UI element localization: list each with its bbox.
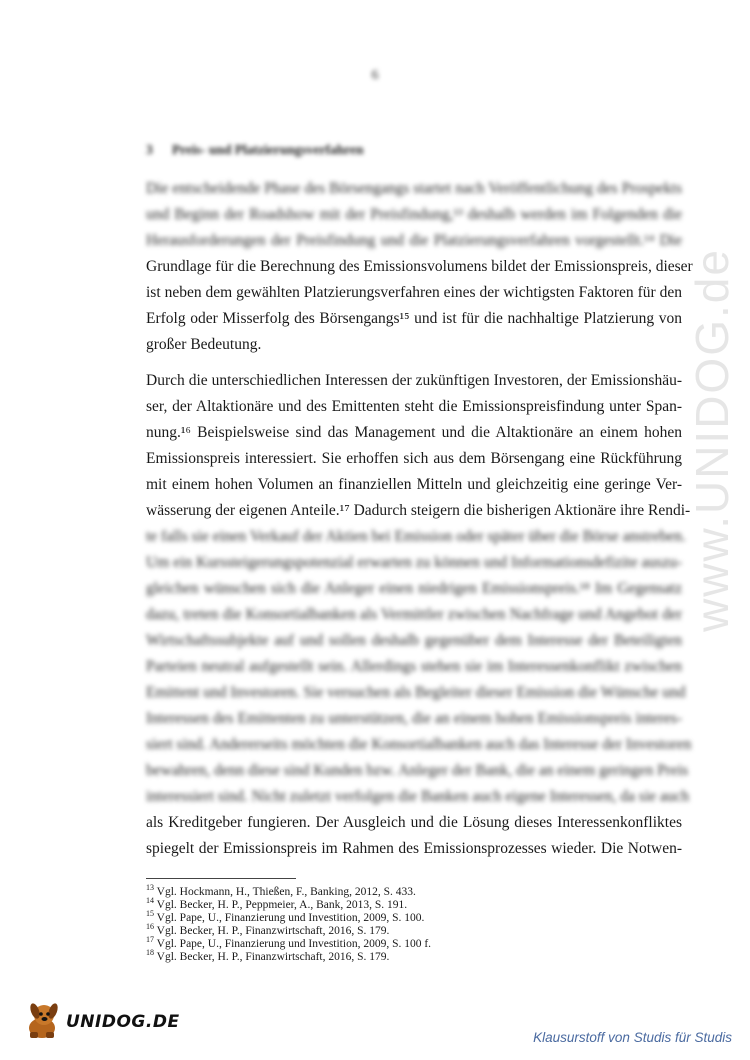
tagline: Klausurstoff von Studis für Studis (533, 1030, 732, 1045)
footnote: $^{16}$ Vgl. Becker, H. P., Finanzwirtschaft, 2016, S. 179. (146, 922, 390, 937)
footnote: $^{18}$ Vgl. Becker, H. P., Finanzwirtschaft, 2016, S. 179. (146, 948, 390, 963)
unidog-logo[interactable] (22, 996, 180, 1046)
paragraph-line: mit einem hohen Volumen an finanziellen Mitteln und gleichzeitig eine geringe Ver- (146, 476, 682, 493)
section-title: Preis- und Platzierungsverfahren (172, 142, 364, 157)
paragraph-line: Grundlage für die Berechnung des Emissionsvolumens bildet der Emissionspreis, dieser (146, 258, 693, 275)
watermark-text: www.UNIDOG.de (686, 248, 738, 632)
section-number: 3 (146, 142, 153, 157)
footnote: $^{15}$ Vgl. Pape, U., Finanzierung und Investition, 2009, S. 100. (146, 909, 425, 924)
paragraph-line: te falls sie einen Verkauf der Aktien bei Emission oder später über die Börse anstreben. (146, 528, 686, 545)
paragraph-line: großer Bedeutung. (146, 336, 262, 353)
paragraph-line: bewahren, denn diese sind Kunden bzw. Anleger der Bank, die an einem geringen Preis (146, 762, 689, 779)
paragraph-line: Emittent und Investoren. Sie versuchen als Begleiter dieser Emission die Wünsche und (146, 684, 686, 701)
paragraph-line: wässerung der eigenen Anteile.¹⁷ Dadurch steigern die bisherigen Aktionäre ihre Rendi- (146, 502, 691, 519)
paragraph-line: Herausforderungen der Preisfindung und die Platzierungsverfahren vorgestellt.¹⁴ Die (146, 232, 682, 249)
paragraph-line: Wirtschaftssubjekte auf und sollen deshalb gegenüber dem Interesse der Beteiligten (146, 632, 682, 649)
paragraph-line: als Kreditgeber fungieren. Der Ausgleich und die Lösung dieses Interessenkonfliktes (146, 814, 682, 831)
paragraph-line: Erfolg oder Misserfolg des Börsengangs¹⁵ und ist für die nachhaltige Platzierung von (146, 310, 682, 327)
paragraph-line: und Beginn der Roadshow mit der Preisfindung,¹³ deshalb werden im Folgenden die (146, 206, 682, 223)
paragraph-line: siert sind. Andererseits möchten die Konsortialbanken auch das Interesse der Investoren (146, 736, 692, 753)
paragraph-line: gleichen wünschen sich die Anleger einen niedrigen Emissionspreis.¹⁸ Im Gegensatz (146, 580, 682, 597)
paragraph-line: nung.¹⁶ Beispielsweise sind das Management und die Altaktionäre an einem hohen (146, 424, 682, 441)
paragraph-line: interessiert sind. Nicht zuletzt verfolgen die Banken auch eigene Interessen, da sie auch (146, 788, 690, 805)
paragraph-line: Interessen des Emittenten zu unterstützen, die an einem hohen Emissionspreis interes- (146, 710, 682, 727)
paragraph-line: Um ein Kurssteigerungspotenzial erwarten zu können und Informationsdefizite auszu- (146, 554, 682, 571)
paragraph-line: Parteien neutral aufgestellt sein. Allerdings stehen sie im Interessenkonflikt zwischen (146, 658, 682, 675)
footnote: $^{17}$ Vgl. Pape, U., Finanzierung und Investition, 2009, S. 100 f. (146, 935, 432, 950)
paragraph-line: ser, der Altaktionäre und des Emittenten steht die Emissionspreisfindung unter Span- (146, 398, 682, 415)
paragraph-line: spiegelt der Emissionspreis im Rahmen des Emissionsprozesses wieder. Die Notwen- (146, 840, 682, 857)
paragraph-line: Emissionspreis interessiert. Sie erhoffen sich aus dem Börsengang eine Rückführung (146, 450, 682, 467)
paragraph-line: Die entscheidende Phase des Börsengangs startet nach Veröffentlichung des Prospekts (146, 180, 682, 197)
page-number: 6 (371, 68, 379, 83)
paragraph-line: Durch die unterschiedlichen Interessen der zukünftigen Investoren, der Emissionshäu- (146, 372, 682, 389)
footnote: $^{13}$ Vgl. Hockmann, H., Thießen, F., Banking, 2012, S. 433. (146, 883, 416, 898)
section-heading (146, 142, 364, 158)
paragraph-line: dazu, treten die Konsortialbanken als Vermittler zwischen Nachfrage und Angebot der (146, 606, 682, 623)
paragraph-line: ist neben dem gewählten Platzierungsverfahren eines der wichtigsten Faktoren für den (146, 284, 682, 301)
dog-mascot-icon (22, 998, 66, 1042)
footnote-divider (146, 878, 296, 879)
logo-text: UNIDOG.DE (66, 1012, 180, 1032)
footnote: $^{14}$ Vgl. Becker, H. P., Peppmeier, A., Bank, 2013, S. 191. (146, 896, 408, 911)
